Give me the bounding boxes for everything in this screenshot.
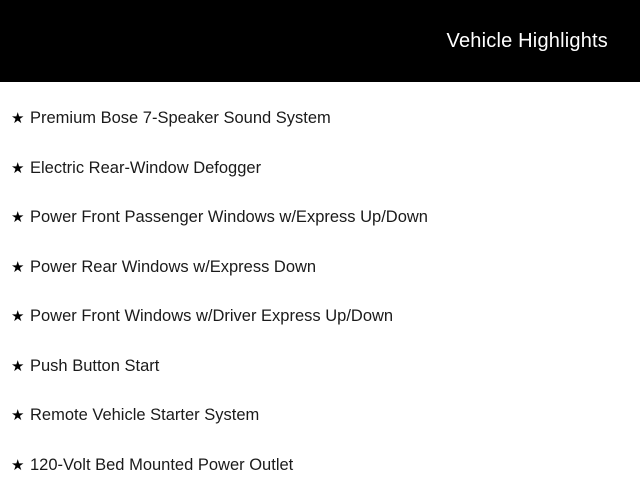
list-item-label: Premium Bose 7-Speaker Sound System: [30, 94, 331, 144]
list-item-label: Electric Rear-Window Defogger: [30, 144, 261, 194]
list-item: [0, 292, 640, 342]
page-title: Vehicle Highlights: [447, 31, 608, 51]
list-item: [0, 441, 640, 490]
list-item: [0, 342, 640, 392]
list-item-label: Remote Vehicle Starter System: [30, 391, 259, 441]
list-item: [0, 193, 640, 243]
list-item-label: Push Button Start: [30, 342, 159, 392]
star-bullet-icon: ★: [8, 193, 30, 243]
star-bullet-icon: ★: [8, 441, 30, 490]
star-bullet-icon: ★: [8, 144, 30, 194]
vehicle-highlights-list: [0, 82, 640, 490]
star-bullet-icon: ★: [8, 292, 30, 342]
list-item: [0, 94, 640, 144]
list-item: [0, 144, 640, 194]
list-item: [0, 391, 640, 441]
list-item-label: Power Front Windows w/Driver Express Up/Down: [30, 292, 393, 342]
star-bullet-icon: ★: [8, 94, 30, 144]
list-item: [0, 243, 640, 293]
page-header: [0, 0, 640, 82]
list-item-label: Power Rear Windows w/Express Down: [30, 243, 316, 293]
list-item-label: 120-Volt Bed Mounted Power Outlet: [30, 441, 293, 490]
star-bullet-icon: ★: [8, 342, 30, 392]
star-bullet-icon: ★: [8, 243, 30, 293]
star-bullet-icon: ★: [8, 391, 30, 441]
list-item-label: Power Front Passenger Windows w/Express Up/Down: [30, 193, 428, 243]
